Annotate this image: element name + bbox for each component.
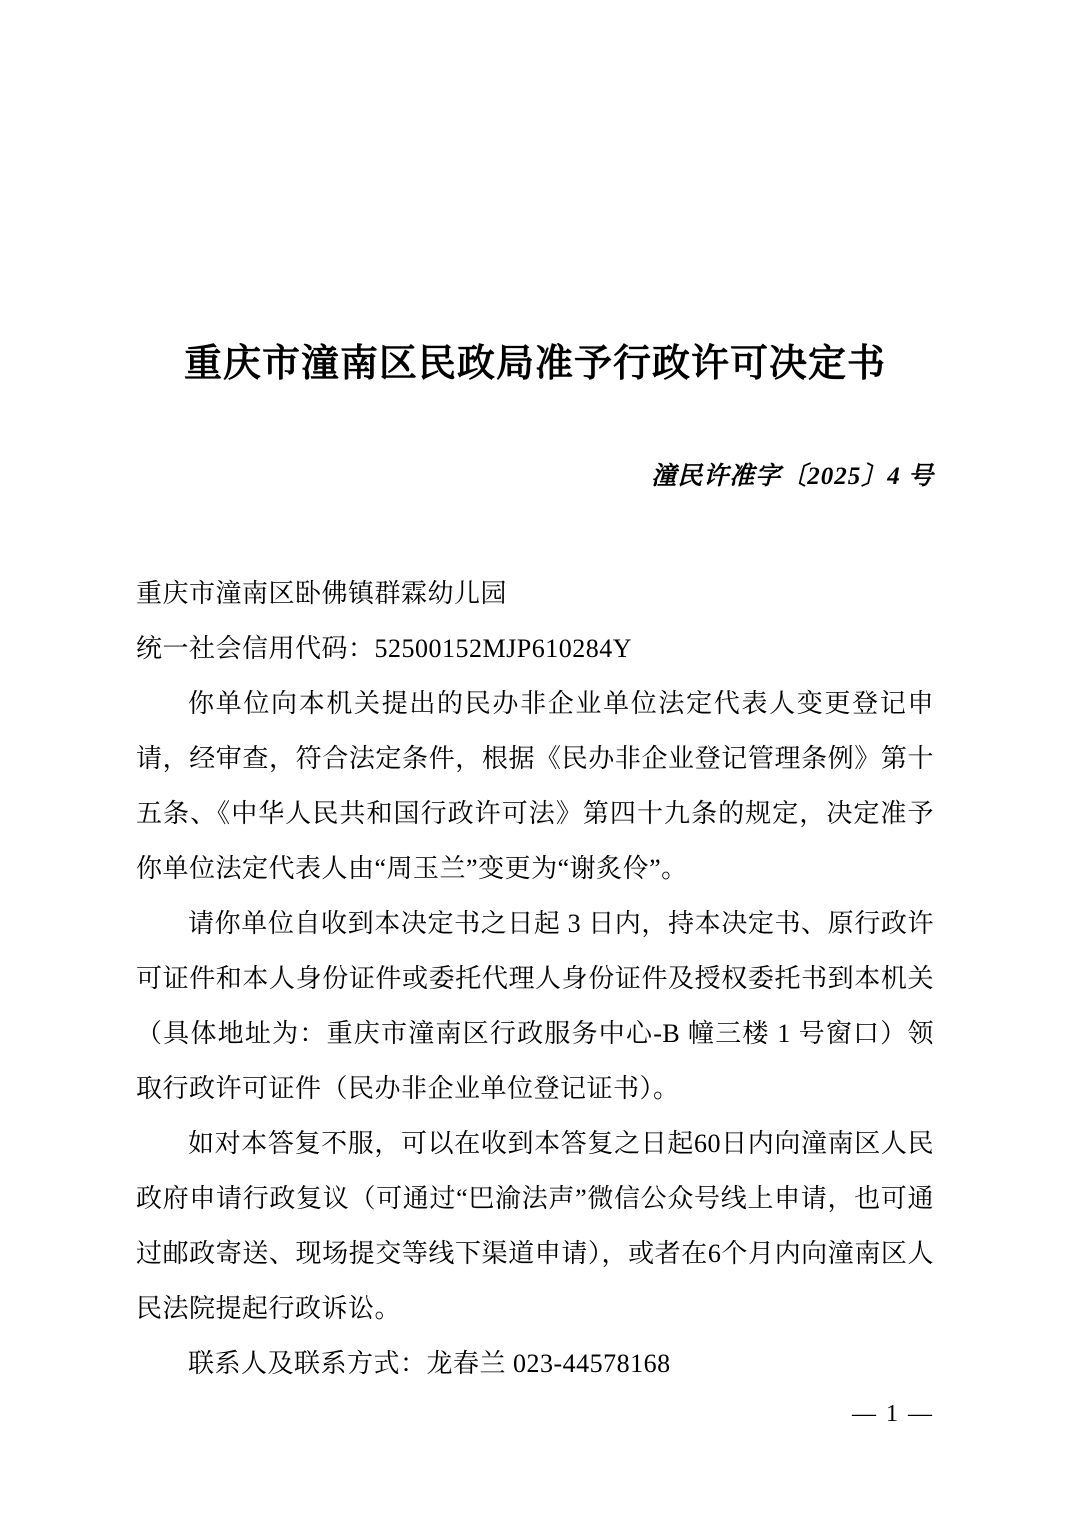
recipient-line: 重庆市潼南区卧佛镇群霖幼儿园 xyxy=(136,578,508,608)
document-body xyxy=(136,566,934,1391)
credit-code-line: 统一社会信用代码：52500152MJP610284Y xyxy=(136,633,632,663)
document-number: 潼民许准字〔2025〕4 号 xyxy=(651,462,934,490)
paragraph-decision: 你单位向本机关提出的民办非企业单位法定代表人变更登记申请，经审查，符合法定条件，根据《民办非企业登记管理条例》第十五条、《中华人民共和国行政许可法》第四十九条的规定，决定准予你单位法定代表人由“周玉兰”变更为“谢炙伶”。 xyxy=(136,688,934,883)
page-number: — 1 — xyxy=(852,1401,934,1427)
document-title: 重庆市潼南区民政局准予行政许可决定书 xyxy=(183,343,886,385)
paragraph-certificate-collection: 请你单位自收到本决定书之日起 3 日内，持本决定书、原行政许可证件和本人身份证件或委托代理人身份证件及授权委托书到本机关（具体地址为：重庆市潼南区行政服务中心-B 幢三楼 1 号窗口）领取行政许可证件（民办非企业单位登记证书）。 xyxy=(136,908,934,1103)
contact-line: 联系人及联系方式：龙春兰 023-44578168 xyxy=(188,1348,671,1378)
paragraph-appeal-rights: 如对本答复不服，可以在收到本答复之日起60日内向潼南区人民政府申请行政复议（可通过“巴渝法声”微信公众号线上申请，也可通过邮政寄送、现场提交等线下渠道申请），或者在6个月内向潼南区人民法院提起行政诉讼。 xyxy=(136,1128,934,1323)
